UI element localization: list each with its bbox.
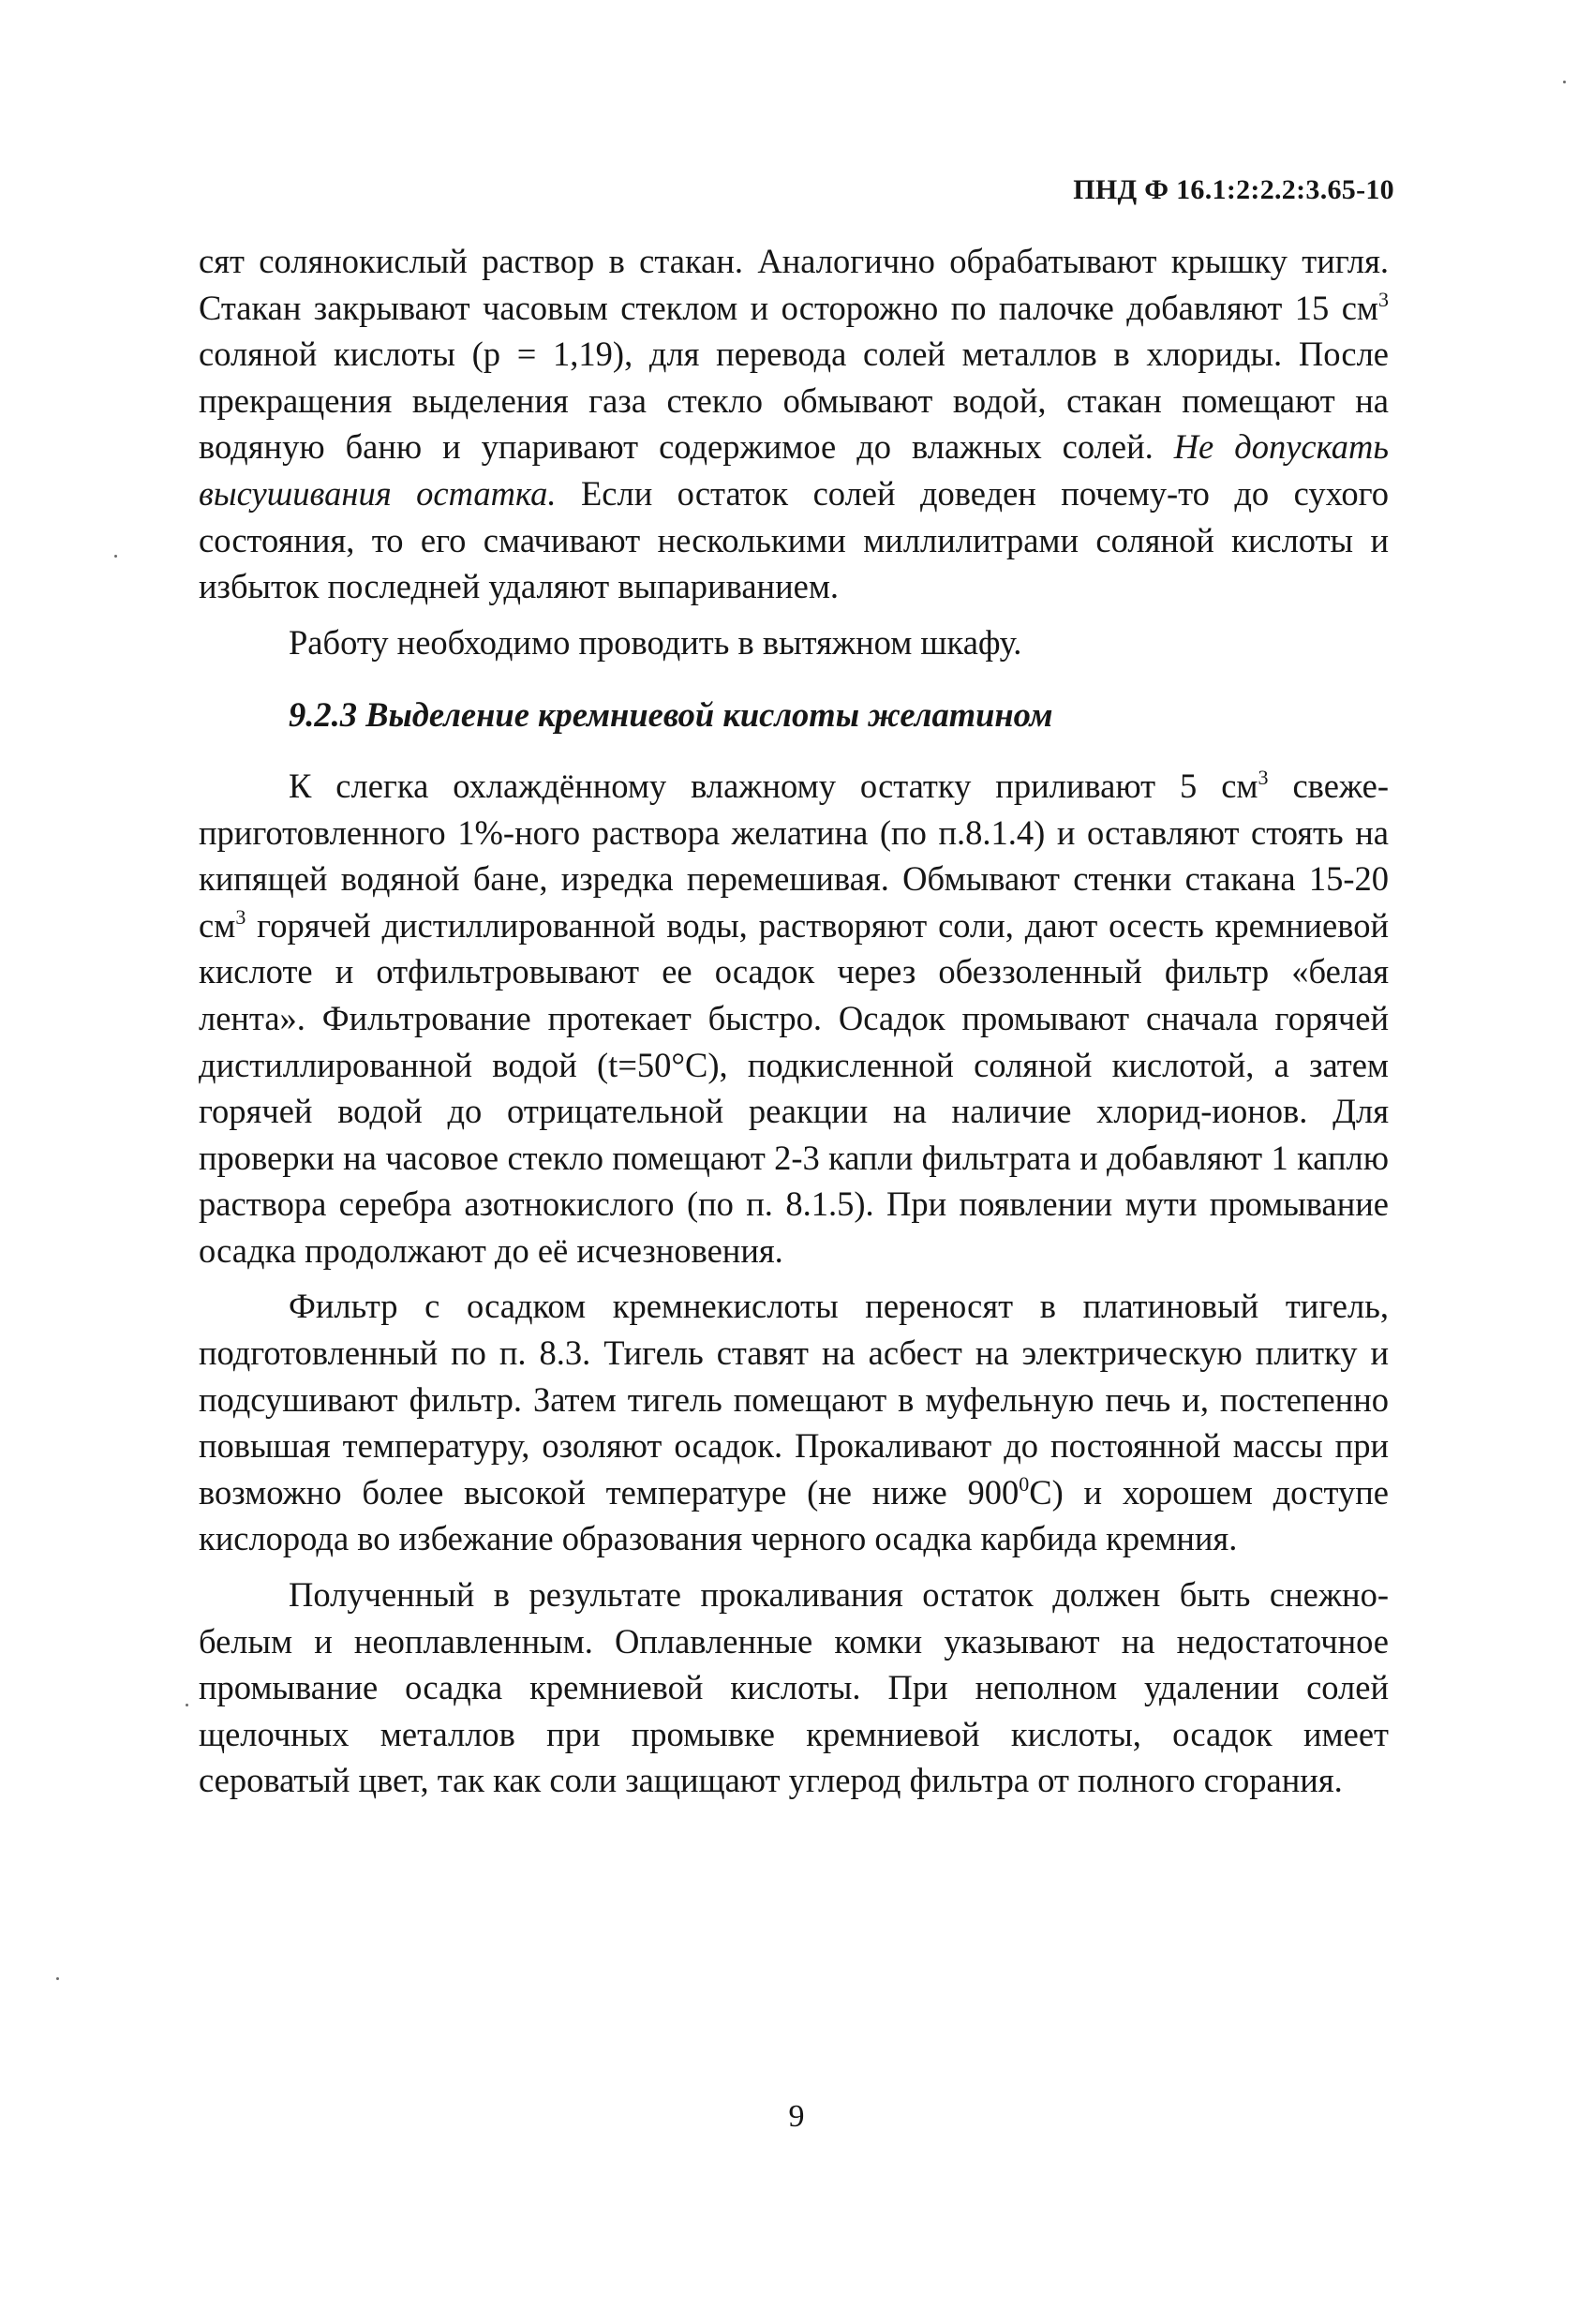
superscript: 3 [1258, 765, 1269, 789]
paragraph-text: К слегка охлаждённому влажному остатку приливают 5 см [289, 766, 1258, 805]
italic-warning: Не допускать высушивания остатка. [199, 427, 1389, 513]
paragraph-text: Если остаток солей доведен почему-то до сухого состояния, то его смачивают несколькими миллилитрами соляной кислоты и избыток последней удаляют выпариванием. [199, 473, 1389, 606]
paragraph-gelatin-precipitation [199, 763, 1389, 1274]
paragraph-text: Работу необходимо проводить в вытяжном шкафу. [289, 622, 1022, 662]
document-code-header: ПНД Ф 16.1:2:2.2:3.65-10 [1073, 174, 1394, 205]
paragraph-text: Полученный в результате прокаливания остаток должен быть снежно-белым и неоплавленным. Оплавленные комки указывают на недостаточное промывание осадка кремниевой кислоты. При неполном удалении солей щелочных металлов при промывке кремниевой кислоты, осадок имеет сероватый цвет, так как соли защищают углерод фильтра от полного сгорания. [199, 1575, 1389, 1800]
scan-artifact-dot [186, 1704, 188, 1706]
paragraph-text: Фильтр с осадком кремнекислоты переносят в платиновый тигель, подготовленный по п. 8.3. Тигель ставят на асбест на электрическую плитку и подсушивают фильтр. Затем тигель помещают в муфельную печь и, постепенно повышая температуру, озоляют осадок. Прокаливают до постоянной массы при возможно более высокой температуре (не ниже 900 [199, 1287, 1389, 1512]
paragraph-fume-hood [199, 619, 1389, 666]
scan-artifact-dot [56, 1977, 59, 1980]
paragraph-text: горячей дистиллированной воды, растворяют соли, дают осесть кремниевой кислоте и отфильтровывают ее осадок через обеззоленный фильтр «белая лента». Фильтрование протекает быстро. Осадок промывают сначала горячей дистиллированной водой (t=50°C), подкисленной соляной кислотой, а затем горячей водой до отрицательной реакции на наличие хлорид-ионов. Для проверки на часовое стекло помещают 2-3 капли фильтрата и добавляют 1 каплю раствора серебра азотнокислого (по п. 8.1.5). При появлении мути промывание осадка продолжают до её исчезновения. [199, 905, 1389, 1270]
paragraph-filter-ignition [199, 1283, 1389, 1562]
paragraph-text: соляной кислоты (р = 1,19), для перевода солей металлов в хлориды. После прекращения выделения газа стекло обмывают водой, стакан помещают на водяную баню и упаривают содержимое до влажных солей. [199, 335, 1389, 467]
section-heading: 9.2.3 Выделение кремниевой кислоты желатином [289, 695, 1053, 735]
scan-artifact-dot [114, 555, 117, 558]
page-number: 9 [788, 2099, 805, 2134]
scan-artifact-dot [1563, 81, 1566, 83]
document-body [199, 238, 1389, 1804]
superscript: 3 [235, 904, 246, 929]
paragraph-residue-quality [199, 1572, 1389, 1804]
paragraph-text: свежеприготовленного 1%-ного раствора желатина (по п.8.1.4) и оставляют стоять на кипящей водяной бане, изредка перемешивая. Обмывают стенки стакана 15-20 см [199, 766, 1390, 945]
paragraph-text: С) и хорошем доступе кислорода во избежание образования черного осадка карбида кремния. [199, 1472, 1389, 1558]
superscript: 0 [1019, 1471, 1030, 1496]
paragraph-text: сят солянокислый раствор в стакан. Аналогично обрабатывают крышку тигля. Стакан закрывают часовым стеклом и осторожно по палочке добавляют 15 см [199, 242, 1389, 327]
superscript: 3 [1378, 287, 1389, 311]
paragraph-hydrochloric-treatment [199, 238, 1389, 610]
